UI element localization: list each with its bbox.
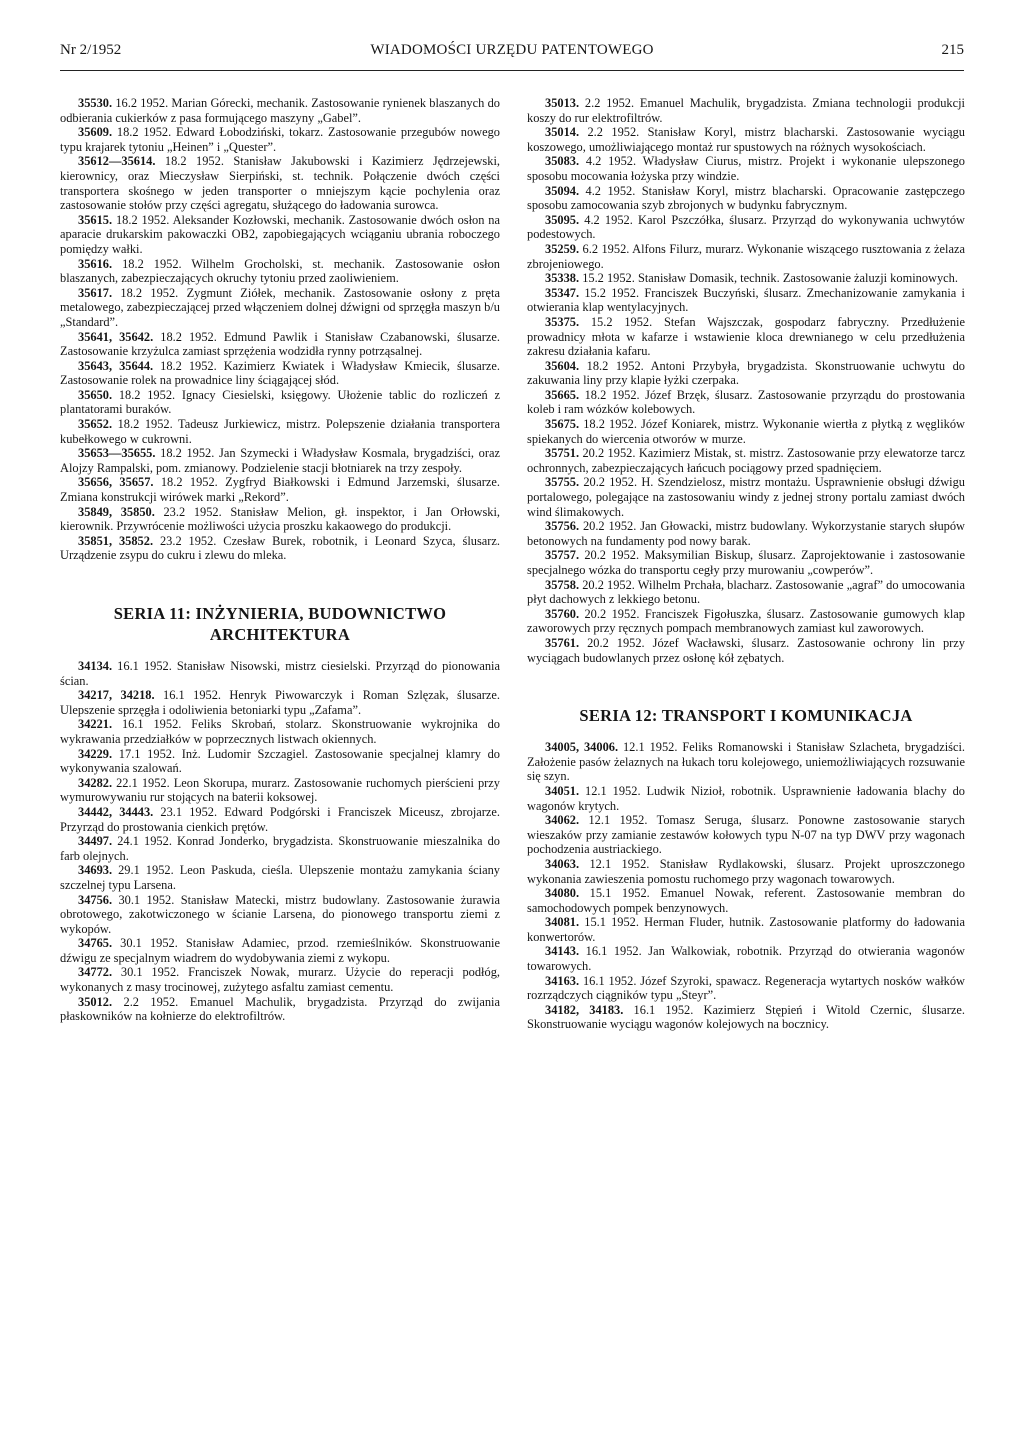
entry-text: 18.2 1952. Zygfryd Białkowski i Edmund Jarzemski, ślusarze. Zmiana konstrukcji wirówek marki „Rekord”. xyxy=(60,475,500,505)
patent-entry xyxy=(60,834,500,863)
entry-number: 34772. xyxy=(78,965,113,980)
entry-number: 35849, 35850. xyxy=(78,504,155,519)
patent-entry xyxy=(60,154,500,212)
patent-entry xyxy=(60,659,500,688)
entry-text: 17.1 1952. Inż. Ludomir Szczagiel. Zastosowanie specjalnej klamry do wykonywania szalowań. xyxy=(60,746,500,776)
entry-number: 35604. xyxy=(545,358,580,373)
entry-number: 35347. xyxy=(545,285,580,300)
entry-text: 15.1 1952. Emanuel Nowak, referent. Zastosowanie membran do samochodowych pompek benzynowych. xyxy=(527,886,965,915)
entry-number: 35338. xyxy=(545,271,580,286)
right-entries-a xyxy=(527,96,965,665)
entry-number: 35758. xyxy=(545,577,580,592)
entry-text: 12.1 1952. Ludwik Nizioł, robotnik. Usprawnienie ładowania blachy do wagonów krytych. xyxy=(527,783,965,813)
patent-entry xyxy=(60,213,500,257)
entry-text: 16.1 1952. Henryk Piwowarczyk i Roman Szlęzak, ślusarze. Ulepszenie sprzęgła i odoliwienia betoniarki typu „Zafama”. xyxy=(60,688,500,717)
patent-entry xyxy=(527,446,965,475)
patent-entry xyxy=(60,717,500,746)
left-entries-a xyxy=(60,96,500,563)
entry-number: 34765. xyxy=(78,936,113,951)
entry-number: 35665. xyxy=(545,387,580,402)
entry-number: 35756. xyxy=(545,519,580,534)
patent-entry xyxy=(60,505,500,534)
right-column xyxy=(527,96,965,1032)
entry-text: 18.2 1952. Edward Łobodziński, tokarz. Zastosowanie przegubów nowego typu krajarek tytoniu „Heinen” i „Quester”. xyxy=(60,125,500,154)
entry-number: 35375. xyxy=(545,314,580,329)
patent-entry xyxy=(60,388,500,417)
entry-text: 4.2 1952. Władysław Ciurus, mistrz. Projekt i wykonanie ulepszonego sposobu mocowania łożyska przy windzie. xyxy=(527,154,965,183)
patent-entry xyxy=(60,805,500,834)
entry-text: 16.1 1952. Stanisław Nisowski, mistrz ciesielski. Przyrząd do pionowania ścian. xyxy=(60,659,500,688)
patent-entry xyxy=(527,96,965,125)
entry-number: 35530. xyxy=(78,96,113,110)
patent-entry xyxy=(60,475,500,504)
issue-number: Nr 2/1952 xyxy=(60,42,122,58)
patent-entry xyxy=(60,776,500,805)
entry-number: 34081. xyxy=(545,915,580,930)
entry-text: 20.2 1952. Kazimierz Mistak, st. mistrz. Zastosowanie przy elewatorze tarcz ochronnych, zabezpieczających łańcuch pociągowy przed spadnięciem. xyxy=(527,446,965,475)
entry-number: 34005, 34006. xyxy=(545,740,619,755)
patent-entry xyxy=(527,271,965,286)
entry-text: 15.2 1952. Stanisław Domasik, technik. Zastosowanie żaluzji kominowych. xyxy=(582,271,958,286)
entry-text: 16.1 1952. Józef Szyroki, spawacz. Regeneracja wytartych nosków wałków rozrządczych ciągników typu „Steyr”. xyxy=(527,973,965,1003)
entry-number: 35650. xyxy=(78,387,113,402)
entry-text: 12.1 1952. Stanisław Rydlakowski, ślusarz. Projekt uproszczonego wykonania zawieszenia pomostu ruchomego przy wagonach towarowych. xyxy=(527,856,965,886)
entry-number: 34229. xyxy=(78,746,113,761)
patent-entry xyxy=(527,154,965,183)
entry-text: 4.2 1952. Stanisław Koryl, mistrz blacharski. Opracowanie zastępczego sposobu zamocowania szyb zbrojonych w budynku fabrycznym. xyxy=(527,183,965,213)
patent-entry xyxy=(527,636,965,665)
header-rule xyxy=(60,70,964,71)
entry-text: 16.2 1952. Marian Górecki, mechanik. Zastosowanie rynienek blaszanych do odbierania cukierków z pasa formującego maszyny „Gabel”. xyxy=(60,96,500,125)
entry-text: 22.1 1952. Leon Skorupa, murarz. Zastosowanie ruchomych pierścieni przy wymurowywaniu rur stojących na baterii koksowej. xyxy=(60,775,500,805)
entry-number: 35675. xyxy=(545,417,580,432)
entry-number: 34163. xyxy=(545,973,580,988)
entry-number: 34282. xyxy=(78,775,113,790)
patent-entry xyxy=(527,886,965,915)
patent-entry xyxy=(60,863,500,892)
patent-entry xyxy=(527,519,965,548)
entry-text: 29.1 1952. Leon Paskuda, cieśla. Ulepszenie montażu zamykania ściany szczelnej typu Larsena. xyxy=(60,863,501,892)
entry-text: 15.1 1952. Herman Fluder, hutnik. Zastosowanie platformy do ładowania konwertorów. xyxy=(527,915,966,944)
entry-number: 34217, 34218. xyxy=(78,688,155,703)
entry-number: 34063. xyxy=(545,856,580,871)
patent-entry xyxy=(527,417,965,446)
entry-text: 15.2 1952. Stefan Wajszczak, gospodarz fabryczny. Przedłużenie prowadnicy młota w kafarze i wstawienie kloca drewnianego w celu przedłużenia zakresu działania kafaru. xyxy=(527,314,965,359)
entry-text: 18.2 1952. Józef Koniarek, mistrz. Wykonanie wiertła z płytką z węglików spiekanych do wiercenia otworów w murze. xyxy=(527,417,965,446)
page-number: 215 xyxy=(941,42,964,58)
entry-text: 6.2 1952. Alfons Filurz, murarz. Wykonanie wiszącego rusztowania z żelaza zbrojeniowego. xyxy=(527,241,965,271)
patent-entry xyxy=(527,125,965,154)
entry-number: 34693. xyxy=(78,863,113,878)
entry-text: 18.2 1952. Jan Szymecki i Władysław Kosmala, brygadziści, oraz Alojzy Rampalski, pom. zmianowy. Podzielenie stacji błotniarek na trzy zespoły. xyxy=(60,446,500,475)
entry-number: 35755. xyxy=(545,475,580,490)
patent-entry xyxy=(527,315,965,359)
entry-text: 2.2 1952. Emanuel Machulik, brygadzista. Przyrząd do zwijania płaskowników na kołnierze do elektrofiltrów. xyxy=(60,994,500,1024)
entry-text: 23.2 1952. Czesław Burek, robotnik, i Leonard Szyca, ślusarz. Urządzenie zsypu do cukru i zlewu do mleka. xyxy=(60,533,500,563)
entry-text: 16.1 1952. Jan Walkowiak, robotnik. Przyrząd do otwierania wagonów towarowych. xyxy=(527,944,965,974)
patent-entry xyxy=(60,330,500,359)
patent-entry xyxy=(60,417,500,446)
patent-entry xyxy=(527,213,965,242)
patent-entry xyxy=(527,857,965,886)
entry-text: 18.2 1952. Kazimierz Kwiatek i Władysław Kmiecik, ślusarze. Zastosowanie rolek na prowadnice liny ściągającej słód. xyxy=(60,358,500,388)
entry-number: 35083. xyxy=(545,154,580,169)
entry-text: 18.2 1952. Antoni Przybyła, brygadzista. Skonstruowanie uchwytu do zakuwania liny przy klapie łyżki czerpaka. xyxy=(527,358,965,388)
patent-entry xyxy=(527,1003,965,1032)
patent-entry xyxy=(527,974,965,1003)
entry-text: 18.2 1952. Zygmunt Ziółek, mechanik. Zastosowanie osłony z pręta metalowego, zabezpieczającej przed włączeniem dolnej dźwigni od sprzęgła maszyn b/u „Standard”. xyxy=(60,285,500,329)
patent-entry xyxy=(60,965,500,994)
patent-entry xyxy=(527,784,965,813)
entry-text: 20.2 1952. H. Szendzielosz, mistrz montażu. Usprawnienie obsługi dźwigu portalowego, polegające na zastosowaniu windy z jednej strony portalu zamiast dwóch wind ślimakowych. xyxy=(527,475,965,519)
entry-number: 35609. xyxy=(78,125,113,140)
entry-number: 35617. xyxy=(78,285,113,300)
patent-entry xyxy=(527,607,965,636)
patent-entry xyxy=(60,534,500,563)
entry-text: 15.2 1952. Franciszek Buczyński, ślusarz. Zmechanizowanie zamykania i otwierania klap wentylacyjnych. xyxy=(527,285,965,315)
patent-entry xyxy=(60,96,500,125)
entry-number: 35259. xyxy=(545,241,580,256)
entry-number: 35643, 35644. xyxy=(78,358,154,373)
entry-text: 20.2 1952. Jan Głowacki, mistrz budowlany. Wykorzystanie starych słupów betonowych na fundamenty pod nowy barak. xyxy=(527,519,965,548)
entry-text: 4.2 1952. Karol Pszczółka, ślusarz. Przyrząd do wykonywania uchwytów podestowych. xyxy=(527,212,965,242)
patent-entry xyxy=(60,995,500,1024)
entry-number: 34062. xyxy=(545,813,580,828)
journal-title: WIADOMOŚCI URZĘDU PATENTOWEGO xyxy=(370,42,654,58)
page-header xyxy=(60,42,964,66)
entry-text: 23.2 1952. Stanisław Melion, gł. inspektor, i Jan Orłowski, kierownik. Przywrócenie możliwości użycia proszku kakaowego do produkcji. xyxy=(60,504,501,534)
entry-number: 34756. xyxy=(78,892,113,907)
entry-number: 35094. xyxy=(545,183,580,198)
patent-entry xyxy=(60,359,500,388)
entry-number: 34143. xyxy=(545,944,580,959)
entry-text: 2.2 1952. Stanisław Koryl, mistrz blacharski. Zastosowanie wyciągu koszowego, umożliwiającego montaż rur spustowych na różnych wysokościach. xyxy=(527,125,965,154)
entry-text: 18.2 1952. Aleksander Kozłowski, mechanik. Zastosowanie dwóch osłon na aparacie drukarskim pakowaczki OB2, zapobiegających wciąganiu ubrania roboczego pomiędzy wałki. xyxy=(60,212,500,256)
patent-entry xyxy=(527,388,965,417)
patent-entry xyxy=(527,944,965,973)
entry-number: 34182, 34183. xyxy=(545,1002,624,1017)
patent-entry xyxy=(60,747,500,776)
patent-entry xyxy=(527,813,965,857)
patent-entry xyxy=(527,242,965,271)
entry-number: 35760. xyxy=(545,606,580,621)
series-12-title: SERIA 12: TRANSPORT I KOMUNIKACJA xyxy=(579,706,913,726)
entry-number: 35652. xyxy=(78,417,113,432)
entry-number: 35012. xyxy=(78,994,113,1009)
entry-text: 18.2 1952. Wilhelm Grocholski, st. mechanik. Zastosowanie osłon blaszanych, zabezpieczających okruchy tytoniu przed zaoliwieniem. xyxy=(60,256,500,286)
patent-entry xyxy=(527,286,965,315)
entry-text: 16.1 1952. Feliks Skrobań, stolarz. Skonstruowanie wykrojnika do wykrawania przedziałków w poprzecznych listwach okiennych. xyxy=(60,717,500,746)
left-column xyxy=(60,96,500,1024)
entry-number: 34442, 34443. xyxy=(78,804,154,819)
patent-entry xyxy=(60,286,500,330)
entry-number: 35751. xyxy=(545,446,580,461)
patent-entry xyxy=(527,740,965,784)
entry-number: 34497. xyxy=(78,834,113,849)
entry-text: 30.1 1952. Stanisław Adamiec, przod. rzemieślników. Skonstruowanie dźwigu ze specjalnym wiadrem do wydobywania ziemi z wykopu. xyxy=(60,936,500,965)
patent-entry xyxy=(60,446,500,475)
entry-number: 35616. xyxy=(78,256,113,271)
patent-entry xyxy=(527,359,965,388)
entry-text: 12.1 1952. Feliks Romanowski i Stanisław Szlacheta, brygadziści. Założenie pasów żelaznych na łukach toru kolejowego, uniemożliwiających rozsuwanie się szyn. xyxy=(527,740,965,784)
entry-number: 35014. xyxy=(545,125,580,140)
entry-text: 20.2 1952. Franciszek Figołuszka, ślusarz. Zastosowanie gumowych klap zaworowych przy ręcznych pompach membranowych zamiast kul zaworowych. xyxy=(527,606,965,636)
entry-number: 34221. xyxy=(78,717,113,732)
patent-entry xyxy=(60,893,500,937)
entry-text: 20.2 1952. Maksymilian Biskup, ślusarz. Zaprojektowanie i zastosowanie specjalnego wózka do transportu cegły przy murowaniu „cowperów”. xyxy=(527,548,965,577)
entry-text: 18.2 1952. Józef Brzęk, ślusarz. Zastosowanie przyrządu do prostowania koleb i ram wózków kolebowych. xyxy=(527,387,965,417)
entry-number: 35757. xyxy=(545,548,580,563)
patent-entry xyxy=(60,936,500,965)
entry-number: 35851, 35852. xyxy=(78,533,154,548)
entry-text: 24.1 1952. Konrad Jonderko, brygadzista. Skonstruowanie mieszalnika do farb olejnych. xyxy=(60,834,500,863)
patent-entry xyxy=(527,578,965,607)
entry-number: 35641, 35642. xyxy=(78,329,154,344)
entry-number: 35615. xyxy=(78,212,113,227)
entry-text: 30.1 1952. Stanisław Matecki, mistrz budowlany. Zastosowanie żurawia obrotowego, zakotwiczonego w ścianie Larsena, do pionowego transportu ziemi z wykopów. xyxy=(60,892,500,936)
entry-number: 35653—35655. xyxy=(78,446,156,461)
patent-entry xyxy=(527,548,965,577)
patent-entry xyxy=(527,915,965,944)
entry-number: 35612—35614. xyxy=(78,154,156,169)
patent-entry xyxy=(527,184,965,213)
entry-number: 34051. xyxy=(545,783,580,798)
patent-entry xyxy=(60,688,500,717)
entry-text: 16.1 1952. Kazimierz Stępień i Witold Czernic, ślusarze. Skonstruowanie wyciągu wagonów kolejowych na bocznicy. xyxy=(527,1002,965,1032)
entry-number: 34134. xyxy=(78,659,113,673)
entry-text: 18.2 1952. Ignacy Ciesielski, księgowy. Ułożenie tablic do rozliczeń z plantatorami buraków. xyxy=(60,387,500,417)
entry-number: 35013. xyxy=(545,96,580,110)
entry-text: 20.2 1952. Józef Wacławski, ślusarz. Zastosowanie ochrony lin przy wyciągach budowlanych przez osłonę kół zębatych. xyxy=(527,635,965,665)
entry-text: 2.2 1952. Emanuel Machulik, brygadzista. Zmiana technologii produkcji koszy do rur elektrofiltrów. xyxy=(527,96,965,125)
entry-text: 12.1 1952. Tomasz Seruga, ślusarz. Ponowne zastosowanie starych wieszaków przy zamianie zestawów kołowych typu N-07 na typ DWV przy wagonach pochodzenia austriackiego. xyxy=(527,813,965,857)
patent-entry xyxy=(60,257,500,286)
entry-text: 23.1 1952. Edward Podgórski i Franciszek Miceusz, zbrojarze. Przyrząd do prostowania cienkich prętów. xyxy=(60,804,500,834)
entry-number: 35761. xyxy=(545,635,580,650)
patent-entry xyxy=(527,475,965,519)
right-entries-b xyxy=(527,740,965,1032)
entry-text: 30.1 1952. Franciszek Nowak, murarz. Użycie do reperacji podłóg, wykonanych z masy trocinowej, zużytego asfaltu zamiast cementu. xyxy=(60,965,500,995)
entry-text: 18.2 1952. Edmund Pawlik i Stanisław Czabanowski, ślusarze. Zastosowanie krzyżulca zamiast sprzężenia wodzidła rynny potrząsalnej. xyxy=(60,329,500,359)
series-11-title: SERIA 11: INŻYNIERIA, BUDOWNICTWO ARCHITEKTURA xyxy=(113,604,447,644)
entry-number: 35656, 35657. xyxy=(78,475,154,490)
entry-number: 35095. xyxy=(545,212,580,227)
entry-text: 20.2 1952. Wilhelm Prchała, blacharz. Zastosowanie „agraf” do umocowania płyt dachowych z lekkiego betonu. xyxy=(527,577,966,607)
entry-number: 34080. xyxy=(545,886,580,901)
left-entries-b xyxy=(60,659,500,1024)
entry-text: 18.2 1952. Tadeusz Jurkiewicz, mistrz. Polepszenie działania transportera kubełkowego w cukrowni. xyxy=(60,417,500,446)
entry-text: 18.2 1952. Stanisław Jakubowski i Kazimierz Jędrzejewski, kierownicy, oraz Mieczysław Sierpiński, st. technik. Połączenie dwóch części transportera skośnego w jeden transporter o mniejszym kącie pochylenia oraz zastosowanie stołów przy części agregatu, służącego do ładowania surowca. xyxy=(60,154,500,213)
patent-entry xyxy=(60,125,500,154)
